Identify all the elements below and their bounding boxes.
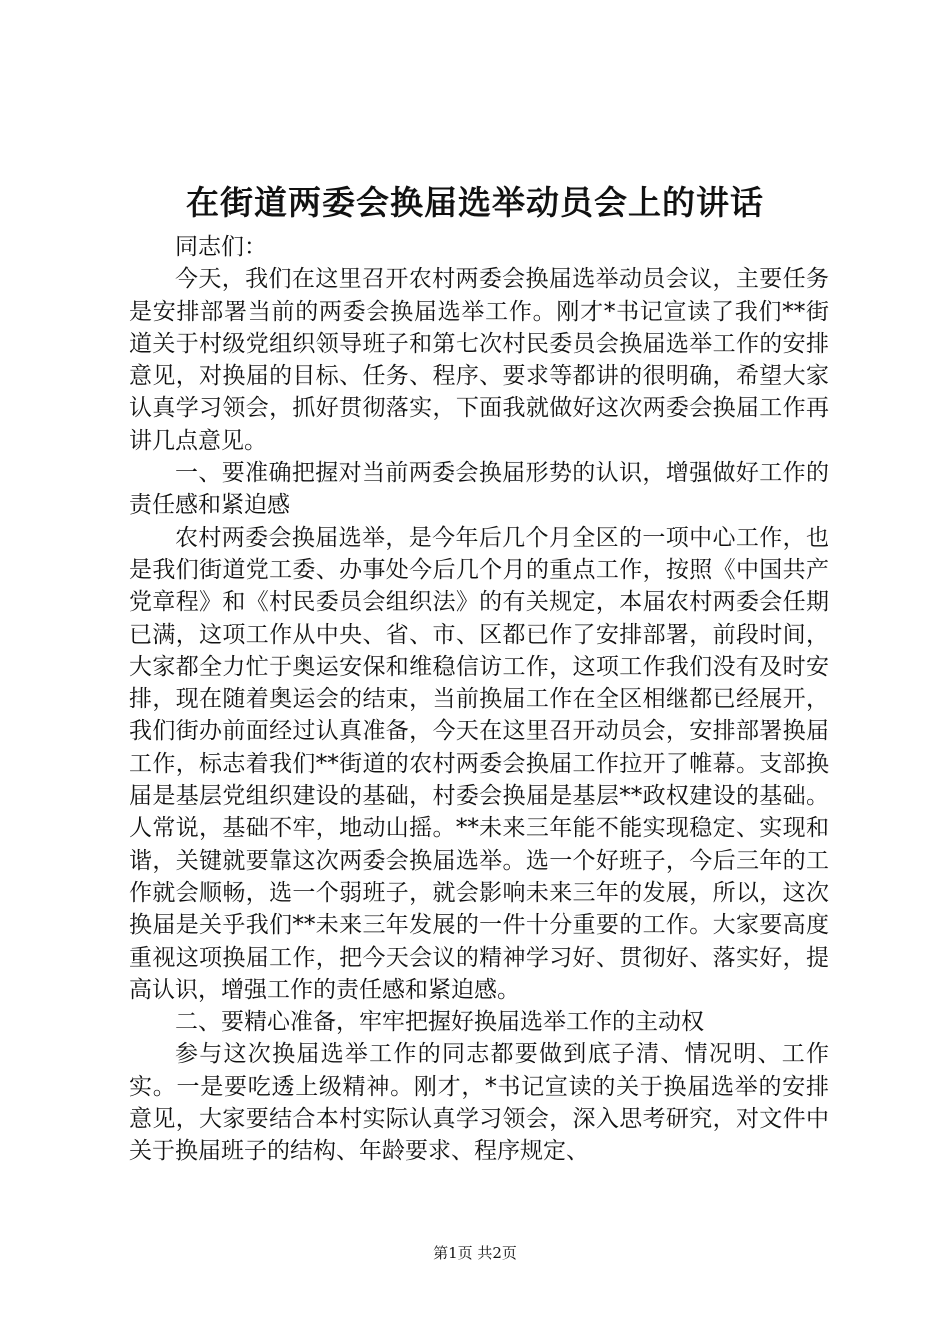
salutation: 同志们： (175, 234, 267, 260)
page-number-footer: 第1页 共2页 (433, 1244, 517, 1262)
paragraph-intro: 今天，我们在这里召开农村两委会换届选举动员会议，主要任务是安排部署当前的两委会换届选举工作。刚才*书记宣读了我们**街道关于村级党组织领导班子和第七次村民委员会换届选举工作的安排意见，对换届的目标、任务、程序、要求等都讲的很明确，希望大家认真学习领会，抓好贯彻落实，下面我就做好这次两委会换届工作再讲几点意见。 (129, 266, 829, 454)
document-body (129, 231, 829, 1168)
document-title: 在街道两委会换届选举动员会上的讲话 (186, 183, 764, 222)
section-heading-1: 一、要准确把握对当前两委会换届形势的认识，增强做好工作的责任感和紧迫感 (129, 460, 829, 519)
paragraph-section-2: 参与这次换届选举工作的同志都要做到底子清、情况明、工作实。一是要吃透上级精神。刚才，*书记宣读的关于换届选举的安排意见，大家要结合本村实际认真学习领会，深入思考研究，对文件中关于换届班子的结构、年龄要求、程序规定、 (129, 1041, 829, 1165)
section-heading-2: 二、要精心准备，牢牢把握好换届选举工作的主动权 (175, 1009, 704, 1036)
paragraph-section-1: 农村两委会换届选举，是今年后几个月全区的一项中心工作，也是我们街道党工委、办事处今后几个月的重点工作，按照《中国共产党章程》和《村民委员会组织法》的有关规定，本届农村两委会任期已满，这项工作从中央、省、市、区都已作了安排部署，前段时间，大家都全力忙于奥运安保和维稳信访工作，这项工作我们没有及时安排，现在随着奥运会的结束，当前换届工作在全区相继都已经展开，我们街办前面经过认真准备，今天在这里召开动员会，安排部署换届工作，标志着我们**街道的农村两委会换届工作拉开了帷幕。支部换届是基层党组织建设的基础，村委会换届是基层**政权建设的基础。人常说，基础不牢，地动山摇。**未来三年能不能实现稳定、实现和谐，关键就要靠这次两委会换届选举。选一个好班子，今后三年的工作就会顺畅，选一个弱班子，就会影响未来三年的发展，所以，这次换届是关乎我们**未来三年发展的一件十分重要的工作。大家要高度重视这项换届工作，把今天会议的精神学习好、贯彻好、落实好，提高认识，增强工作的责任感和紧迫感。 (129, 524, 829, 1003)
